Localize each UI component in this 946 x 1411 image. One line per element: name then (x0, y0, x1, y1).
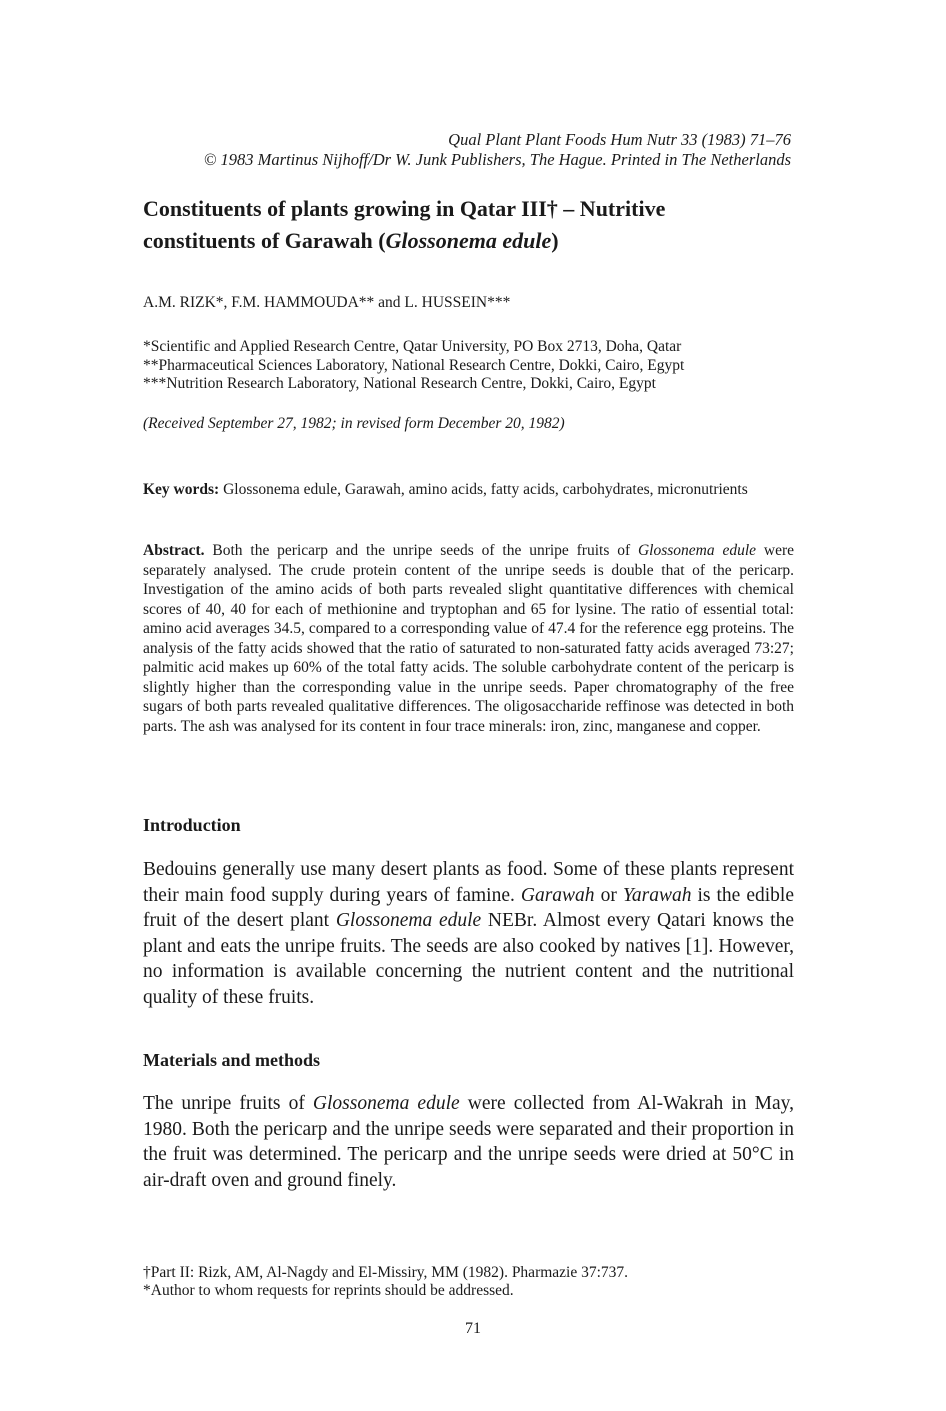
keywords (143, 480, 793, 499)
introduction-body (143, 857, 794, 1010)
methods-body (143, 1091, 794, 1193)
abstract-text-2: were separately analysed. The crude protein content of the unripe seeds is double that of the pericarp. Investigation of the amino acids of both parts revealed slight quantitative differences with chemical scores of 40, 40 for each of methionine and tryptophan and 65 for lysine. The ratio of essential total: amino acid averages 34.5, compared to a corresponding value of 47.4 for the reference egg proteins. The analysis of the fatty acids showed that the ratio of saturated to non-saturated fatty acids averaged 73:27; palmitic acid makes up 60% of the total fatty acids. The soluble carbohydrate content of the pericarp is slightly higher than the corresponding value in the unripe seeds. Paper chromatography of the free sugars of both parts revealed qualitative differences. The oligosaccharide reffinose was detected in both parts. The ash was analysed for its content in four trace minerals: iron, zinc, manganese and copper. (143, 542, 795, 735)
title-species: Glossonema edule (385, 228, 552, 253)
authors: A.M. RIZK*, F.M. HAMMOUDA** and L. HUSSEIN*** (143, 294, 511, 311)
intro-text-2: or (594, 884, 623, 906)
methods-heading: Materials and methods (143, 1050, 320, 1070)
footnote-2: *Author to whom requests for reprints should be addressed. (143, 1282, 514, 1299)
intro-italic-garawah: Garawah (520, 884, 595, 906)
title-part2: constituents of Garawah ( (143, 228, 386, 253)
intro-italic-yarawah: Yarawah (622, 884, 692, 906)
intro-text-3: is the edible fruit of the desert plant (143, 884, 794, 931)
methods-italic-species: Glossonema edule (312, 1093, 460, 1114)
affiliation-1: *Scientific and Applied Research Centre, Qatar University, PO Box 2713, Doha, Qatar (143, 338, 682, 355)
affiliation-2: **Pharmaceutical Sciences Laboratory, National Research Centre, Dokki, Cairo, Egypt (143, 356, 685, 374)
received-dates: (Received September 27, 1982; in revised form December 20, 1982) (143, 415, 565, 432)
keywords-text: Glossonema edule, Garawah, amino acids, fatty acids, carbohydrates, micronutrients (219, 481, 748, 498)
title-part1: Constituents of plants growing in Qatar III† – Nutritive (143, 196, 666, 221)
affiliations (143, 338, 684, 394)
keywords-label: Key words: (143, 481, 220, 498)
abstract-label: Abstract. (143, 542, 205, 559)
methods-text-2: were collected from Al-Wakrah in May, 1980. Both the pericarp and the unripe seeds were separated and their proportion in the fruit was determined. The pericarp and the unripe seeds were dried at 50°C in air-draft oven and ground finely. (143, 1093, 794, 1191)
affiliation-3: ***Nutrition Research Laboratory, National Research Centre, Dokki, Cairo, Egypt (143, 375, 656, 392)
journal-copyright: © 1983 Martinus Nijhoff/Dr W. Junk Publishers, The Hague. Printed in The Netherlands (203, 150, 791, 169)
page-number: 71 (465, 1320, 481, 1337)
journal-header (204, 130, 791, 170)
intro-text-1: Bedouins generally use many desert plants as food. Some of these plants represent their main food supply during years of famine. (143, 859, 794, 906)
footnotes (143, 1264, 628, 1300)
paper-title (143, 193, 783, 257)
introduction-heading: Introduction (143, 815, 241, 835)
abstract (143, 541, 794, 736)
intro-text-4: NEBr. Almost every Qatari knows the plant and eats the unripe fruits. The seeds are also cooked by natives [1]. However, no information is available concerning the nutrient content and the nutritional quality of these fruits. (143, 910, 794, 1008)
intro-italic-species: Glossonema edule (335, 910, 482, 931)
title-part3: ) (551, 228, 559, 253)
abstract-species: Glossonema edule (637, 542, 757, 559)
journal-citation: Qual Plant Plant Foods Hum Nutr 33 (1983) 71–76 (448, 130, 791, 149)
footnote-1: †Part II: Rizk, AM, Al-Nagdy and El-Missiry, MM (1982). Pharmazie 37:737. (143, 1264, 629, 1281)
methods-text-1: The unripe fruits of (143, 1093, 313, 1114)
abstract-text-1: Both the pericarp and the unripe seeds of the unripe fruits of (204, 542, 638, 559)
